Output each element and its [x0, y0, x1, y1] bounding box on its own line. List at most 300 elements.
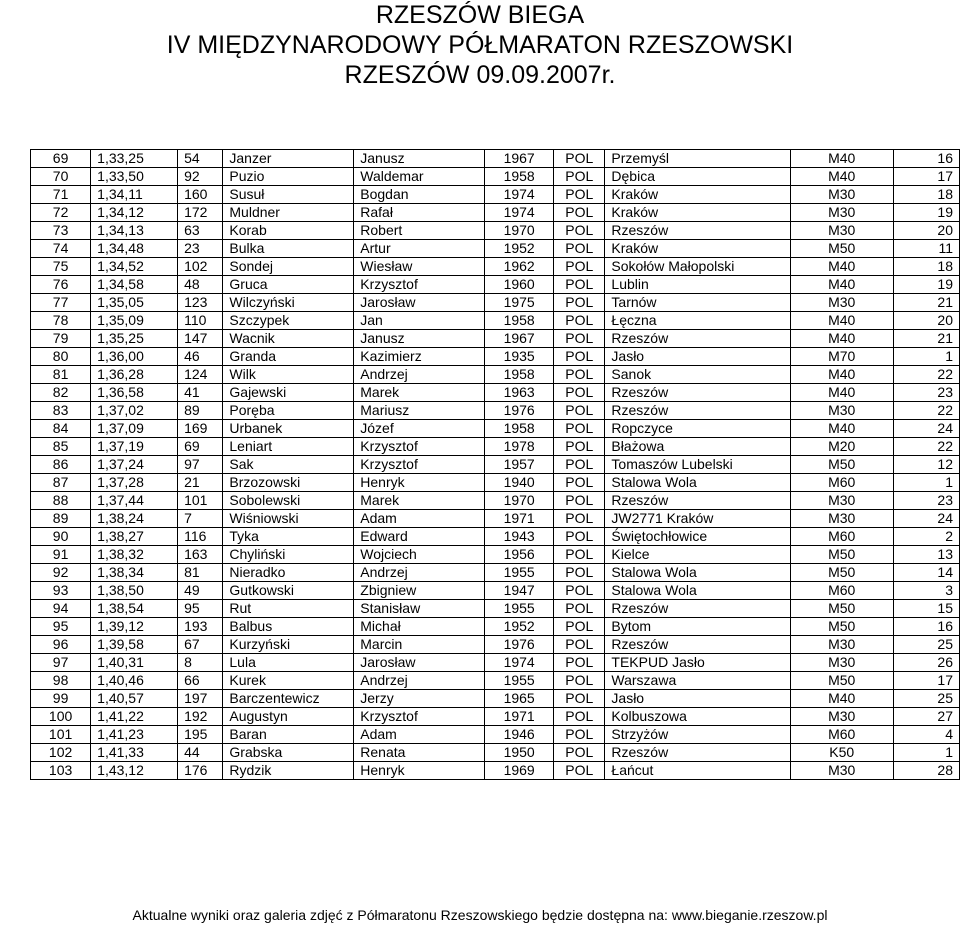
time-cell: 1,38,34	[91, 564, 178, 582]
nationality-cell: POL	[554, 204, 605, 222]
footer-note: Aktualne wyniki oraz galeria zdjęć z Półmaratonu Rzeszowskiego będzie dostępna na: www.bieganie.rzeszow.pl	[132, 907, 828, 923]
birth-year-cell: 1976	[485, 636, 554, 654]
city-cell: Rzeszów	[605, 330, 790, 348]
category-cell: M40	[790, 312, 893, 330]
time-cell: 1,40,57	[91, 690, 178, 708]
first-name-cell: Renata	[354, 744, 485, 762]
first-name-cell: Jarosław	[354, 654, 485, 672]
place-cell: 71	[31, 186, 91, 204]
nationality-cell: POL	[554, 240, 605, 258]
nationality-cell: POL	[554, 600, 605, 618]
table-row	[31, 456, 960, 474]
place-cell: 97	[31, 654, 91, 672]
first-name-cell: Krzysztof	[354, 708, 485, 726]
category-place-cell: 24	[893, 420, 959, 438]
birth-year-cell: 1955	[485, 672, 554, 690]
table-row	[31, 366, 960, 384]
last-name-cell: Muldner	[223, 204, 354, 222]
birth-year-cell: 1969	[485, 762, 554, 780]
table-row	[31, 240, 960, 258]
results-table-body	[31, 150, 960, 780]
birth-year-cell: 1946	[485, 726, 554, 744]
city-cell: Rzeszów	[605, 492, 790, 510]
last-name-cell: Brzozowski	[223, 474, 354, 492]
category-place-cell: 1	[893, 348, 959, 366]
nationality-cell: POL	[554, 564, 605, 582]
category-cell: M50	[790, 672, 893, 690]
birth-year-cell: 1963	[485, 384, 554, 402]
birth-year-cell: 1971	[485, 708, 554, 726]
category-cell: M40	[790, 150, 893, 168]
bib-number-cell: 163	[178, 546, 223, 564]
first-name-cell: Stanisław	[354, 600, 485, 618]
bib-number-cell: 21	[178, 474, 223, 492]
bib-number-cell: 63	[178, 222, 223, 240]
place-cell: 96	[31, 636, 91, 654]
last-name-cell: Sondej	[223, 258, 354, 276]
city-cell: Rzeszów	[605, 600, 790, 618]
birth-year-cell: 1974	[485, 654, 554, 672]
place-cell: 79	[31, 330, 91, 348]
place-cell: 70	[31, 168, 91, 186]
last-name-cell: Kurek	[223, 672, 354, 690]
city-cell: Sokołów Małopolski	[605, 258, 790, 276]
bib-number-cell: 66	[178, 672, 223, 690]
category-place-cell: 1	[893, 744, 959, 762]
bib-number-cell: 7	[178, 510, 223, 528]
nationality-cell: POL	[554, 762, 605, 780]
nationality-cell: POL	[554, 456, 605, 474]
bib-number-cell: 97	[178, 456, 223, 474]
place-cell: 86	[31, 456, 91, 474]
birth-year-cell: 1958	[485, 312, 554, 330]
birth-year-cell: 1943	[485, 528, 554, 546]
last-name-cell: Leniart	[223, 438, 354, 456]
birth-year-cell: 1971	[485, 510, 554, 528]
place-cell: 84	[31, 420, 91, 438]
last-name-cell: Rydzik	[223, 762, 354, 780]
category-cell: M30	[790, 654, 893, 672]
table-row	[31, 150, 960, 168]
nationality-cell: POL	[554, 474, 605, 492]
first-name-cell: Marek	[354, 492, 485, 510]
nationality-cell: POL	[554, 348, 605, 366]
bib-number-cell: 176	[178, 762, 223, 780]
event-title: RZESZÓW BIEGA	[375, 1, 585, 29]
category-cell: M30	[790, 492, 893, 510]
place-cell: 76	[31, 276, 91, 294]
first-name-cell: Edward	[354, 528, 485, 546]
birth-year-cell: 1970	[485, 222, 554, 240]
time-cell: 1,36,00	[91, 348, 178, 366]
table-row	[31, 600, 960, 618]
category-place-cell: 4	[893, 726, 959, 744]
category-place-cell: 20	[893, 222, 959, 240]
category-cell: M30	[790, 762, 893, 780]
birth-year-cell: 1950	[485, 744, 554, 762]
table-row	[31, 420, 960, 438]
first-name-cell: Andrzej	[354, 672, 485, 690]
first-name-cell: Wojciech	[354, 546, 485, 564]
table-row	[31, 654, 960, 672]
bib-number-cell: 92	[178, 168, 223, 186]
nationality-cell: POL	[554, 744, 605, 762]
place-cell: 73	[31, 222, 91, 240]
nationality-cell: POL	[554, 492, 605, 510]
table-row	[31, 708, 960, 726]
bib-number-cell: 193	[178, 618, 223, 636]
birth-year-cell: 1976	[485, 402, 554, 420]
time-cell: 1,36,58	[91, 384, 178, 402]
nationality-cell: POL	[554, 546, 605, 564]
last-name-cell: Korab	[223, 222, 354, 240]
time-cell: 1,38,32	[91, 546, 178, 564]
last-name-cell: Wilczyński	[223, 294, 354, 312]
last-name-cell: Lula	[223, 654, 354, 672]
birth-year-cell: 1956	[485, 546, 554, 564]
table-row	[31, 582, 960, 600]
last-name-cell: Rut	[223, 600, 354, 618]
place-cell: 94	[31, 600, 91, 618]
city-cell: Błażowa	[605, 438, 790, 456]
category-place-cell: 20	[893, 312, 959, 330]
birth-year-cell: 1957	[485, 456, 554, 474]
category-cell: M30	[790, 186, 893, 204]
place-cell: 80	[31, 348, 91, 366]
table-row	[31, 312, 960, 330]
category-cell: M30	[790, 294, 893, 312]
birth-year-cell: 1974	[485, 186, 554, 204]
time-cell: 1,33,50	[91, 168, 178, 186]
last-name-cell: Kurzyński	[223, 636, 354, 654]
city-cell: Lublin	[605, 276, 790, 294]
nationality-cell: POL	[554, 510, 605, 528]
category-place-cell: 13	[893, 546, 959, 564]
bib-number-cell: 69	[178, 438, 223, 456]
category-place-cell: 23	[893, 492, 959, 510]
nationality-cell: POL	[554, 294, 605, 312]
time-cell: 1,41,33	[91, 744, 178, 762]
table-row	[31, 348, 960, 366]
category-cell: M40	[790, 366, 893, 384]
place-cell: 75	[31, 258, 91, 276]
table-row	[31, 330, 960, 348]
table-row	[31, 384, 960, 402]
nationality-cell: POL	[554, 618, 605, 636]
results-table	[30, 149, 960, 780]
first-name-cell: Krzysztof	[354, 276, 485, 294]
place-cell: 102	[31, 744, 91, 762]
place-cell: 72	[31, 204, 91, 222]
place-cell: 95	[31, 618, 91, 636]
table-row	[31, 276, 960, 294]
birth-year-cell: 1970	[485, 492, 554, 510]
city-cell: Rzeszów	[605, 402, 790, 420]
city-cell: Bytom	[605, 618, 790, 636]
bib-number-cell: 102	[178, 258, 223, 276]
first-name-cell: Waldemar	[354, 168, 485, 186]
category-place-cell: 21	[893, 294, 959, 312]
nationality-cell: POL	[554, 654, 605, 672]
event-date: RZESZÓW 09.09.2007r.	[344, 61, 616, 89]
last-name-cell: Wacnik	[223, 330, 354, 348]
category-place-cell: 19	[893, 204, 959, 222]
place-cell: 93	[31, 582, 91, 600]
bib-number-cell: 101	[178, 492, 223, 510]
last-name-cell: Sak	[223, 456, 354, 474]
birth-year-cell: 1960	[485, 276, 554, 294]
place-cell: 81	[31, 366, 91, 384]
city-cell: Przemyśl	[605, 150, 790, 168]
place-cell: 92	[31, 564, 91, 582]
last-name-cell: Puzio	[223, 168, 354, 186]
first-name-cell: Andrzej	[354, 366, 485, 384]
table-row	[31, 726, 960, 744]
place-cell: 87	[31, 474, 91, 492]
time-cell: 1,38,24	[91, 510, 178, 528]
category-cell: M30	[790, 222, 893, 240]
category-cell: M30	[790, 636, 893, 654]
table-row	[31, 204, 960, 222]
time-cell: 1,36,28	[91, 366, 178, 384]
last-name-cell: Bulka	[223, 240, 354, 258]
city-cell: Rzeszów	[605, 384, 790, 402]
category-place-cell: 2	[893, 528, 959, 546]
place-cell: 88	[31, 492, 91, 510]
city-cell: TEKPUD Jasło	[605, 654, 790, 672]
category-cell: M20	[790, 438, 893, 456]
place-cell: 77	[31, 294, 91, 312]
birth-year-cell: 1974	[485, 204, 554, 222]
nationality-cell: POL	[554, 222, 605, 240]
bib-number-cell: 147	[178, 330, 223, 348]
table-row	[31, 294, 960, 312]
category-cell: M40	[790, 168, 893, 186]
category-cell: M30	[790, 510, 893, 528]
birth-year-cell: 1978	[485, 438, 554, 456]
first-name-cell: Henryk	[354, 474, 485, 492]
first-name-cell: Adam	[354, 726, 485, 744]
last-name-cell: Nieradko	[223, 564, 354, 582]
birth-year-cell: 1947	[485, 582, 554, 600]
city-cell: Jasło	[605, 690, 790, 708]
table-row	[31, 546, 960, 564]
category-place-cell: 18	[893, 258, 959, 276]
place-cell: 69	[31, 150, 91, 168]
bib-number-cell: 48	[178, 276, 223, 294]
bib-number-cell: 89	[178, 402, 223, 420]
first-name-cell: Krzysztof	[354, 456, 485, 474]
category-cell: M30	[790, 708, 893, 726]
city-cell: Warszawa	[605, 672, 790, 690]
bib-number-cell: 44	[178, 744, 223, 762]
last-name-cell: Szczypek	[223, 312, 354, 330]
category-place-cell: 26	[893, 654, 959, 672]
table-row	[31, 222, 960, 240]
time-cell: 1,34,12	[91, 204, 178, 222]
last-name-cell: Gutkowski	[223, 582, 354, 600]
birth-year-cell: 1967	[485, 150, 554, 168]
last-name-cell: Susuł	[223, 186, 354, 204]
table-row	[31, 762, 960, 780]
time-cell: 1,38,54	[91, 600, 178, 618]
nationality-cell: POL	[554, 420, 605, 438]
place-cell: 90	[31, 528, 91, 546]
place-cell: 89	[31, 510, 91, 528]
city-cell: Rzeszów	[605, 744, 790, 762]
page-header	[0, 0, 960, 90]
nationality-cell: POL	[554, 258, 605, 276]
time-cell: 1,37,02	[91, 402, 178, 420]
birth-year-cell: 1965	[485, 690, 554, 708]
time-cell: 1,34,52	[91, 258, 178, 276]
place-cell: 83	[31, 402, 91, 420]
bib-number-cell: 46	[178, 348, 223, 366]
city-cell: Dębica	[605, 168, 790, 186]
category-place-cell: 16	[893, 618, 959, 636]
bib-number-cell: 81	[178, 564, 223, 582]
time-cell: 1,35,09	[91, 312, 178, 330]
birth-year-cell: 1940	[485, 474, 554, 492]
time-cell: 1,38,50	[91, 582, 178, 600]
category-cell: M60	[790, 528, 893, 546]
last-name-cell: Janzer	[223, 150, 354, 168]
category-place-cell: 23	[893, 384, 959, 402]
table-row	[31, 168, 960, 186]
bib-number-cell: 110	[178, 312, 223, 330]
category-cell: M40	[790, 420, 893, 438]
city-cell: Kraków	[605, 240, 790, 258]
table-row	[31, 492, 960, 510]
category-place-cell: 19	[893, 276, 959, 294]
last-name-cell: Granda	[223, 348, 354, 366]
time-cell: 1,39,58	[91, 636, 178, 654]
first-name-cell: Marek	[354, 384, 485, 402]
place-cell: 99	[31, 690, 91, 708]
table-row	[31, 258, 960, 276]
time-cell: 1,37,19	[91, 438, 178, 456]
category-place-cell: 12	[893, 456, 959, 474]
city-cell: Kielce	[605, 546, 790, 564]
nationality-cell: POL	[554, 186, 605, 204]
category-place-cell: 27	[893, 708, 959, 726]
birth-year-cell: 1958	[485, 168, 554, 186]
place-cell: 98	[31, 672, 91, 690]
birth-year-cell: 1952	[485, 240, 554, 258]
nationality-cell: POL	[554, 276, 605, 294]
table-row	[31, 618, 960, 636]
table-row	[31, 690, 960, 708]
time-cell: 1,34,13	[91, 222, 178, 240]
time-cell: 1,39,12	[91, 618, 178, 636]
first-name-cell: Jerzy	[354, 690, 485, 708]
category-cell: M40	[790, 330, 893, 348]
bib-number-cell: 49	[178, 582, 223, 600]
category-place-cell: 14	[893, 564, 959, 582]
city-cell: Strzyżów	[605, 726, 790, 744]
first-name-cell: Kazimierz	[354, 348, 485, 366]
place-cell: 85	[31, 438, 91, 456]
first-name-cell: Mariusz	[354, 402, 485, 420]
time-cell: 1,40,46	[91, 672, 178, 690]
city-cell: Rzeszów	[605, 636, 790, 654]
first-name-cell: Jan	[354, 312, 485, 330]
nationality-cell: POL	[554, 690, 605, 708]
time-cell: 1,35,25	[91, 330, 178, 348]
first-name-cell: Robert	[354, 222, 485, 240]
city-cell: Kolbuszowa	[605, 708, 790, 726]
time-cell: 1,33,25	[91, 150, 178, 168]
nationality-cell: POL	[554, 528, 605, 546]
category-place-cell: 18	[893, 186, 959, 204]
time-cell: 1,40,31	[91, 654, 178, 672]
category-place-cell: 22	[893, 402, 959, 420]
category-cell: M50	[790, 618, 893, 636]
category-cell: M60	[790, 726, 893, 744]
table-row	[31, 510, 960, 528]
last-name-cell: Grabska	[223, 744, 354, 762]
place-cell: 91	[31, 546, 91, 564]
nationality-cell: POL	[554, 438, 605, 456]
time-cell: 1,37,24	[91, 456, 178, 474]
first-name-cell: Adam	[354, 510, 485, 528]
first-name-cell: Janusz	[354, 330, 485, 348]
birth-year-cell: 1975	[485, 294, 554, 312]
first-name-cell: Wiesław	[354, 258, 485, 276]
first-name-cell: Krzysztof	[354, 438, 485, 456]
time-cell: 1,37,09	[91, 420, 178, 438]
category-place-cell: 24	[893, 510, 959, 528]
city-cell: Sanok	[605, 366, 790, 384]
table-row	[31, 474, 960, 492]
table-row	[31, 186, 960, 204]
category-cell: M30	[790, 204, 893, 222]
place-cell: 74	[31, 240, 91, 258]
category-cell: K50	[790, 744, 893, 762]
time-cell: 1,34,48	[91, 240, 178, 258]
table-row	[31, 528, 960, 546]
nationality-cell: POL	[554, 168, 605, 186]
bib-number-cell: 116	[178, 528, 223, 546]
category-cell: M40	[790, 276, 893, 294]
first-name-cell: Bogdan	[354, 186, 485, 204]
place-cell: 100	[31, 708, 91, 726]
bib-number-cell: 23	[178, 240, 223, 258]
category-cell: M50	[790, 240, 893, 258]
bib-number-cell: 67	[178, 636, 223, 654]
city-cell: Tomaszów Lubelski	[605, 456, 790, 474]
time-cell: 1,34,11	[91, 186, 178, 204]
bib-number-cell: 160	[178, 186, 223, 204]
last-name-cell: Augustyn	[223, 708, 354, 726]
city-cell: Świętochłowice	[605, 528, 790, 546]
birth-year-cell: 1967	[485, 330, 554, 348]
time-cell: 1,35,05	[91, 294, 178, 312]
category-cell: M40	[790, 690, 893, 708]
table-row	[31, 402, 960, 420]
category-place-cell: 21	[893, 330, 959, 348]
city-cell: Jasło	[605, 348, 790, 366]
nationality-cell: POL	[554, 384, 605, 402]
first-name-cell: Andrzej	[354, 564, 485, 582]
category-place-cell: 25	[893, 690, 959, 708]
last-name-cell: Poręba	[223, 402, 354, 420]
category-place-cell: 17	[893, 672, 959, 690]
category-cell: M50	[790, 456, 893, 474]
table-row	[31, 744, 960, 762]
category-place-cell: 16	[893, 150, 959, 168]
bib-number-cell: 54	[178, 150, 223, 168]
